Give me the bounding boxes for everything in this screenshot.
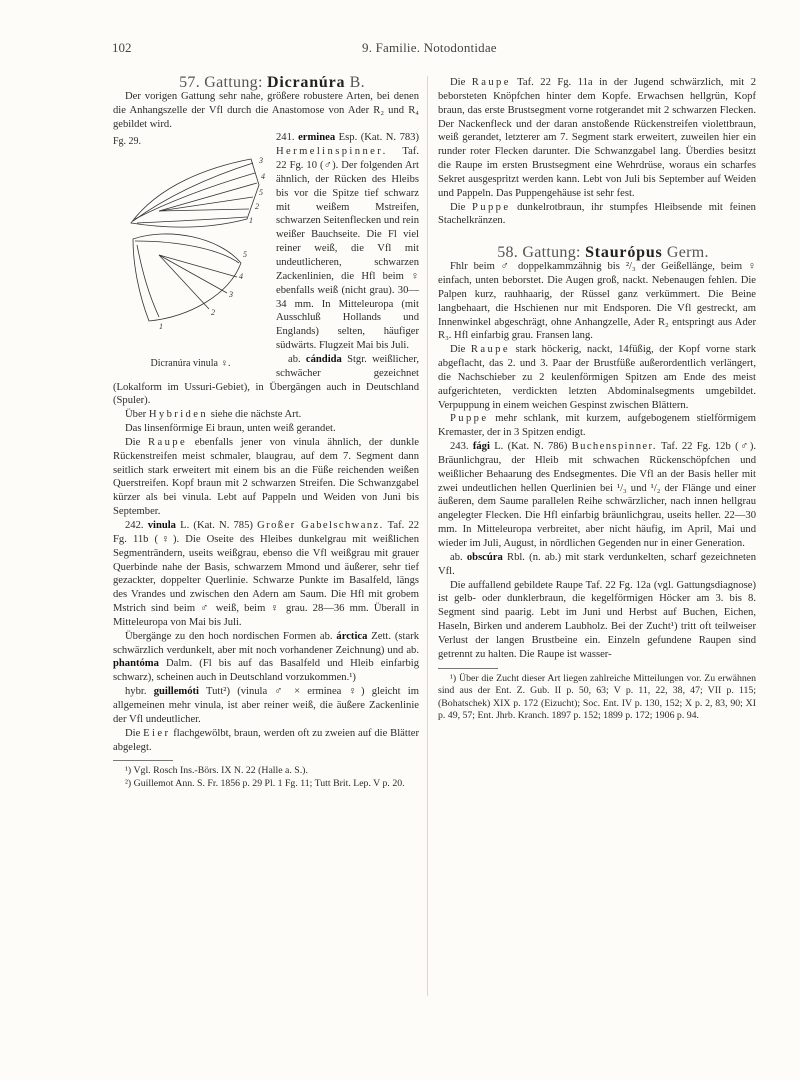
eier-description	[113, 727, 419, 755]
species-name: vinula	[147, 520, 176, 531]
puppe-vinula	[438, 201, 756, 229]
column-divider	[427, 76, 428, 996]
text: stark höckerig, nackt, 14füßig, der Kopf vorne stark abgeflacht, das 2. und 3. Paar der Brustfüße außerordentlich verlängert, die Nachschieber zu 2 keulenförmigen Spitzen am Ende des meist aufgerichteten, verdickten letzten Abdominalsegments umgebildet. Verpuppung in einem weichen Gespinst zwischen Blättern.	[438, 344, 756, 411]
footnote-1: ¹) Vgl. Rosch Ins.-Börs. IX N. 22 (Halle a. S.).	[125, 765, 308, 777]
spaced-word: Puppe	[450, 413, 489, 425]
species-text: Taf. 22 Fg. 11b (♀). Die Oseite des Hleibes dunkelgrau mit weißlichen Segmenträndern, useits weißgrau, ebenso die Vfl weißgrau mit grauer Querbinde nahe der Basis, schwarzem Mmond und äußerer, sehr tief gezackter, doppelter Querlinie. Schwarze Punkte im Basalfeld, längs des Vrandes und zwischen den Adern am Saum. Die Hfl mit grobem Mstrich sind beim ♂ weiß, beim ♀ grau. 28—36 mm. Überall in Mitteleuropa von Mai bis Juli.	[113, 520, 419, 628]
vein-number: 4	[261, 172, 265, 182]
footnote-rule	[438, 668, 498, 669]
puppe-stauropus	[438, 412, 756, 440]
ab-name: obscúra	[466, 551, 503, 563]
text: hybr.	[125, 686, 154, 698]
spaced-word: Puppe	[471, 201, 511, 213]
forewing-vein	[133, 163, 253, 221]
hindwing-vein	[135, 241, 239, 263]
running-title: 9. Familie. Notodontidae	[362, 40, 497, 55]
ab-prefix: ab.	[288, 353, 306, 365]
text: Taf. 22 Fg. 11a in der Jugend schwärzlich, mit 2 beborsteten Knöpfchen hinter dem Kopfe. Erwachsen hellgrün, Kopf braun, das erste Brustsegment vorne rotgerandet mit 2 schwarzen Flecken. Der Nackenfleck und der daran anstoßende Rückenstreifen violettbraun, weiß gerandet, letzterer am 7. Segment stark erweitert, zuweilen hier ein runder roter Flecken darunter. Die Schwanzgabel lang. Überdies besitzt die Raupe im ersten Brustsegment eine Wehrdrüse, woraus ein scharfes Sekret ausgespritzt werden kann. Lebt von Juli bis September auf Weiden und Pappeln. Das Puppengehäuse ist sehr fest.	[438, 77, 756, 199]
egg-description: Das linsenförmige Ei braun, unten weiß gerandet.	[125, 423, 336, 435]
spaced-word: Raupe	[148, 436, 188, 448]
text: flachgewölbt, braun, werden oft zu zweien auf die Blätter abgelegt.	[113, 727, 419, 753]
species-number: 241.	[276, 132, 295, 144]
text: Tutt²) (vinula ♂ × erminea ♀) gleicht im allgemeinen mehr vinula, ist aber reiner weiß, die äußere Zackenlinie der Vfl undeutlicher.	[113, 686, 419, 725]
vein-number: 5	[243, 250, 247, 260]
ab-text: Stgr. weißlicher, schwächer gezeichnet (Lokalform im Ussuri-Gebiet), in Übergängen auch in Deutschland (Spuler).	[113, 353, 419, 407]
wing-venation-diagram	[119, 145, 267, 345]
forewing-vein	[135, 173, 255, 219]
species-text: Taf. 22 Fg. 10 (♂). Der folgenden Art ähnlich, der Rücken des Hleibs bis vor die Spitze tief schwarz mit weißem Mstreifen, schwarzen Seitenflecken und rein weißer Bauchseite. Die Fl viel reiner weiß, die Vfl mit undeutlicheren, schwarzen Zackenlinien, die Hfl beim ♀ ebenfalls weiß (nicht grau). 30—34 mm. In Mitteleuropa (mit Ausschluß Hollands und Englands) selten, häufiger südwärts. Flugzeit Mai bis Juli.	[276, 146, 419, 352]
text: Über	[125, 409, 149, 421]
hindwing-outline	[133, 234, 241, 321]
text: ebenfalls jener von vinula ähnlich, der dunkle Rückenstreifen meist schmaler, blaugrau, auf dem 7. Segment dann seitlich stark erweitert mit einem bis an die Füße reichenden weißen Querstreifen. Kopf braun mit 2 schwarzen Streifen. Die Schwanzgabel kürzer als bei vinula. Lebt auf Pappeln und Weiden von Juni bis September.	[113, 436, 419, 518]
ab-prefix: ab.	[450, 551, 467, 563]
text: mehr schlank, mit kurzem, aufgebogenem stielförmigem Kremaster, der in 3 Spitzen endigt.	[438, 413, 756, 439]
text: dunkelrotbraun, ihr stumpfes Hleibsende mit feinen Stachelkränzen.	[438, 201, 756, 227]
ab-text: Rbl. (n. ab.) mit stark verdunkelten, scharf gezeichneten Vfl.	[438, 551, 756, 577]
vein-number: 2	[255, 202, 259, 212]
species-name: fági	[472, 441, 490, 453]
species-ref: Esp. (Kat. N. 783)	[335, 132, 419, 144]
ab-name: árctica	[336, 630, 368, 642]
common-name: Buchenspinner.	[571, 441, 657, 453]
species-text: Taf. 22 Fg. 12b (♂). Bräunlichgrau, der Hleib mit schwachen Rückenschöpfchen und weißlicher Behaarung des Endsegmentes. Die Vfl an der Basis heller mit zwei undeutlichen hellen Querlinien bei ¹/₃ und ¹/₂ der Flänge und einer äußeren, dem Saume parallelen Reihe schwärzlicher, nach innen hellgrau angelegter Flecken. Die Hfl einfarbig bräunlichgrau, useits heller. 22—30 mm. In Mitteleuropa verbreitet, aber nicht häufig, im April, Mai und wieder im Juli, August, in nördlichen Gegenden nur in einer Generation.	[438, 441, 756, 549]
left-column	[113, 76, 419, 790]
genus-heading-57	[113, 76, 419, 90]
hindwing-vein	[159, 255, 227, 293]
genus-prefix: 58. Gattung:	[497, 244, 581, 262]
raupe-stauropus	[438, 343, 756, 412]
text: Zett. (stark schwärzlich verdunkelt, aber mit noch vorhandener Zeichnung) und ab.	[113, 630, 419, 656]
genus-intro: Der vorigen Gattung sehr nahe, größere robustere Arten, bei denen die Anhangszelle der Vfl durch die Anastomose von Ader R₂ und R₄ gebildet wird.	[113, 90, 419, 130]
ab-name: phantóma	[113, 658, 159, 670]
vein-number: 4	[239, 272, 243, 282]
genus-heading-58	[438, 246, 756, 260]
figure-dicranura	[113, 135, 268, 370]
uebergaenge	[113, 630, 419, 685]
vein-number: 2	[211, 308, 215, 318]
figure-caption: Dicranúra vinula ♀.	[150, 357, 231, 369]
hybrid-note	[113, 408, 419, 422]
genus-prefix: 57. Gattung:	[179, 74, 263, 91]
species-242	[113, 519, 419, 630]
vein-number: 5	[259, 188, 263, 198]
text: Übergänge zu den hoch nordischen Formen ab.	[125, 630, 337, 642]
genus-author: B.	[349, 74, 365, 91]
spaced-word: Raupe	[470, 344, 510, 356]
raupe-vinula	[438, 76, 756, 201]
species-ref: L. (Kat. N. 786)	[489, 441, 572, 453]
footnote-1-right: ¹) Über die Zucht dieser Art liegen zahlreiche Mitteilungen vor. Zu erwähnen sind aus der Ent. Z. Gub. II p. 50, 63; V p. 11, 22, 38, 47; VII p. 115; (Bohatschek) XIX p. 172 (Eizucht); Soc. Ent. IV p. 130, 152; X p. 2, 83, 90; XI p. 49, 57; Ent. Jhrb. Kranch. 1897 p. 152; 1899 p. 172; 1906 p. 94.	[438, 672, 756, 722]
raupe-fagi: Die auffallend gebildete Raupe Taf. 22 Fg. 12a (vgl. Gattungsdiagnose) ist gelb- oder dunklerbraun, die kegelförmigen Höcker am 3. bis 8. Segment sind paarig. Lebt im Juni und Herbst auf Buchen, Eichen, Haseln, Birken und anderem Laubholz. Bei der Zucht¹) tritt oft teilweiser Verlust der langen Brustbeine ein. Einzeln gefundene Raupen sind getrennt zu halten. Die Raupe ist wasser-	[438, 579, 756, 660]
text: Dalm. (Fl bis auf das Basalfeld und Hleib einfarbig schwarz), scheinen auch in Deutschland vorzukommen.¹)	[113, 658, 419, 684]
species-ref: L. (Kat. N. 785)	[175, 520, 258, 531]
hindwing-vein	[159, 255, 237, 277]
hindwing-vein	[159, 255, 209, 309]
spaced-word: Hybriden	[148, 409, 209, 421]
text: Die	[450, 201, 472, 213]
common-name: Großer Gabelschwanz.	[257, 520, 384, 531]
hybrid-name: guillemóti	[153, 686, 200, 698]
text: Die	[125, 436, 149, 448]
text: siehe die nächste Art.	[208, 409, 302, 421]
aberration-obscura	[438, 551, 756, 579]
species-number: 242.	[125, 520, 144, 531]
page-number: 102	[112, 40, 132, 55]
vein-number: 3	[229, 290, 233, 300]
spaced-word: Raupe	[471, 77, 511, 88]
text: Die	[450, 344, 471, 356]
forewing-vein	[137, 217, 247, 223]
hindwing-vein	[137, 245, 159, 317]
footnote-2: ²) Guillemot Ann. S. Fr. 1856 p. 29 Pl. 1 Fg. 11; Tutt Brit. Lep. V p. 20.	[125, 777, 405, 789]
species-name: erminea	[298, 132, 336, 144]
genus-name: Dicranúra	[267, 74, 346, 91]
vein-number: 1	[159, 322, 163, 332]
raupe-erminea	[113, 436, 419, 519]
forewing-vein	[159, 183, 257, 211]
text: Die	[450, 77, 472, 88]
genus-name: Staurópus	[585, 244, 663, 262]
vein-number: 1	[249, 216, 253, 226]
genus-author: Germ.	[666, 244, 709, 262]
genus-58-description: Fhlr beim ♂ doppelkammzähnig bis ²/₃ der Geißellänge, beim ♀ einfach, unten beborstet. Die Augen groß, nackt. Nebenaugen fehlen. Die Palpen kurz, rauhhaarig, der Rüssel ganz verkümmert. Die Beine langbehaart, die Hschienen nur mit Endsporen. Die Vfl gestreckt, am Innenwinkel abgeschrägt, ohne Anhangzelle, Ader R₂ entspringt aus Ader R₃. Hfl einfarbig grau. Fransen lang.	[438, 261, 756, 342]
common-name: Hermelinspinner.	[276, 146, 388, 158]
footnote-rule	[113, 760, 173, 761]
right-column	[438, 76, 756, 723]
text: Die	[125, 727, 144, 739]
spaced-word: Eier	[143, 727, 171, 739]
hybrid-guillemoti	[113, 685, 419, 727]
species-243	[438, 440, 756, 551]
figure-label: Fg. 29.	[113, 136, 142, 148]
species-number: 243.	[450, 441, 469, 453]
vein-number: 3	[259, 156, 263, 166]
ab-name: cándida	[305, 353, 342, 365]
